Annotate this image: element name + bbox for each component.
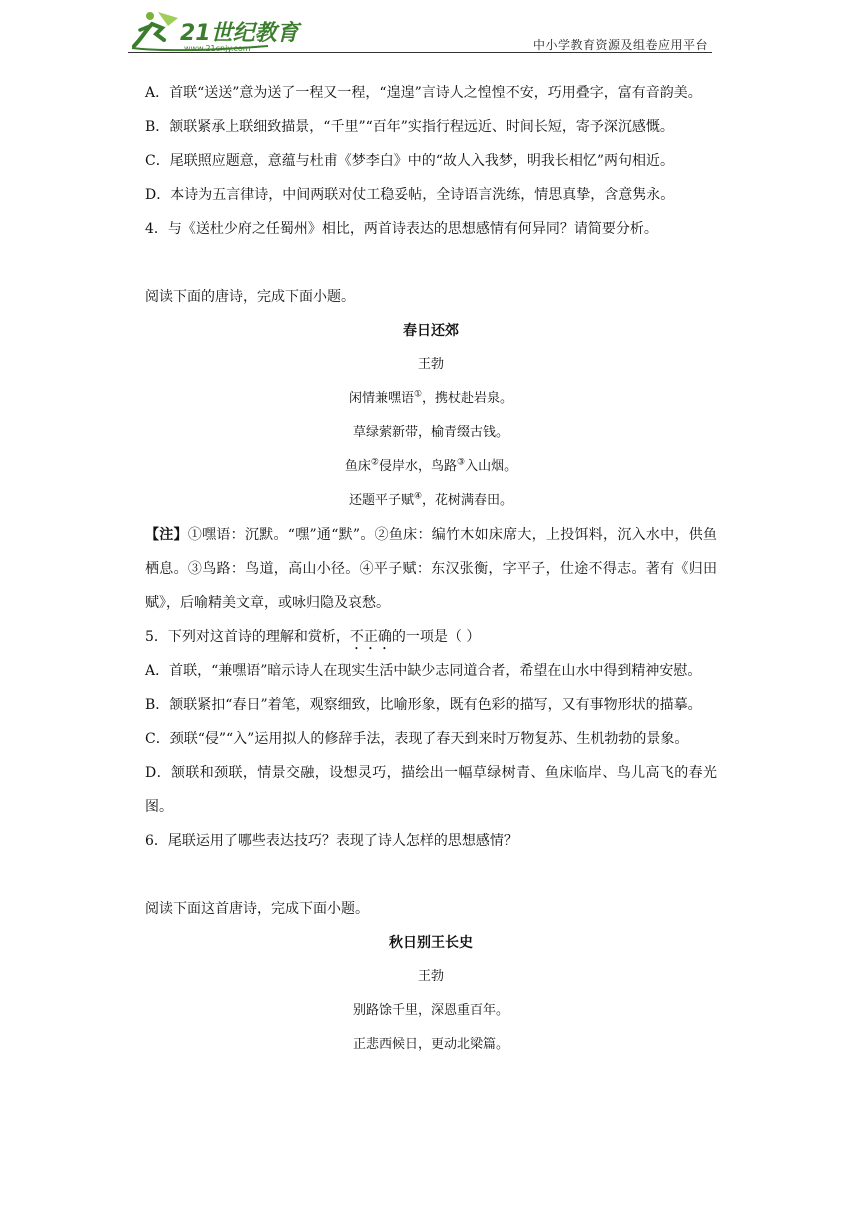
poem1-author: 王勃 — [417, 357, 444, 372]
section3-intro: 阅读下面这首唐诗，完成下面小题。 — [145, 901, 369, 917]
poem1-line-3: 鱼床②侵岸水，鸟路③入山烟。 — [344, 457, 518, 474]
question-6: 6．尾联运用了哪些表达技巧？表现了诗人怎样的思想感情？ — [145, 833, 518, 849]
section2-intro: 阅读下面的唐诗，完成下面小题。 — [145, 289, 355, 305]
poem2-author: 王勃 — [417, 969, 444, 984]
poem1-line-1: 闲情兼嘿语①，携杖赴岩泉。 — [348, 389, 514, 406]
emphasis-not-correct: 不正确 — [349, 629, 392, 645]
q3-option-c: C．尾联照应题意，意蕴与杜甫《梦李白》中的“故人入我梦，明我长相忆”两句相近。 — [145, 153, 675, 169]
site-logo — [128, 8, 308, 52]
platform-name: 中小学教育资源及组卷应用平台 — [532, 38, 708, 52]
note-label: 【注】 — [145, 527, 188, 543]
poem2-line-2: 正悲西候日，更动北梁篇。 — [352, 1037, 509, 1052]
page-header — [128, 8, 712, 54]
logo-subtext: www.21cnjy.com — [184, 44, 251, 52]
question-4: 4．与《送杜少府之任蜀州》相比，两首诗表达的思想感情有何异同？请简要分析。 — [145, 221, 658, 237]
question-5: 5．下列对这首诗的理解和赏析，不正确的一项是（ ） — [145, 629, 481, 645]
q5-option-c: C．颈联“侵”“入”运用拟人的修辞手法，表现了春天到来时万物复苏、生机勃勃的景象。 — [145, 731, 689, 747]
q5-option-d: D．颔联和颈联，情景交融，设想灵巧，描绘出一幅草绿树青、鱼床临岸、鸟儿高飞的春光图。 — [145, 765, 717, 815]
poem2-line-1: 别路馀千里，深恩重百年。 — [352, 1003, 509, 1018]
q3-option-a: A．首联“送送”意为送了一程又一程，“遑遑”言诗人之惶惶不安，巧用叠字，富有音韵美。 — [145, 85, 702, 101]
poem1-title: 春日还郊 — [403, 323, 459, 339]
logo-text: 21世纪教育 — [180, 21, 299, 46]
q3-option-b: B．颔联紧承上联细致描景，“千里”“百年”实指行程远近、时间长短，寄予深沉感慨。 — [145, 119, 674, 135]
poem1-line-2: 草绿萦新带，榆青缀古钱。 — [352, 425, 509, 440]
q3-option-d: D．本诗为五言律诗，中间两联对仗工稳妥帖，全诗语言洗练，情思真挚，含意隽永。 — [145, 187, 675, 203]
q5-option-b: B．颔联紧扣“春日”着笔，观察细致，比喻形象，既有色彩的描写，又有事物形状的描摹。 — [145, 697, 702, 713]
poem2-title: 秋日别王长史 — [389, 935, 473, 951]
poem1-line-4: 还题平子赋④，花树满春田。 — [348, 491, 514, 508]
document-body — [145, 76, 717, 1062]
header-divider — [128, 52, 712, 53]
q5-option-a: A．首联，“兼嘿语”暗示诗人在现实生活中缺少志同道合者，希望在山水中得到精神安慰。 — [145, 663, 702, 679]
poem1-notes: 【注】①嘿语：沉默。“嘿”通“默”。②鱼床：编竹木如床席大，上投饵料，沉入水中，供鱼栖息。③鸟路：鸟道，高山小径。④平子赋：东汉张衡，字平子，仕途不得志。著有《归田赋》，后喻精美文章，或咏归隐及哀愁。 — [145, 527, 717, 611]
